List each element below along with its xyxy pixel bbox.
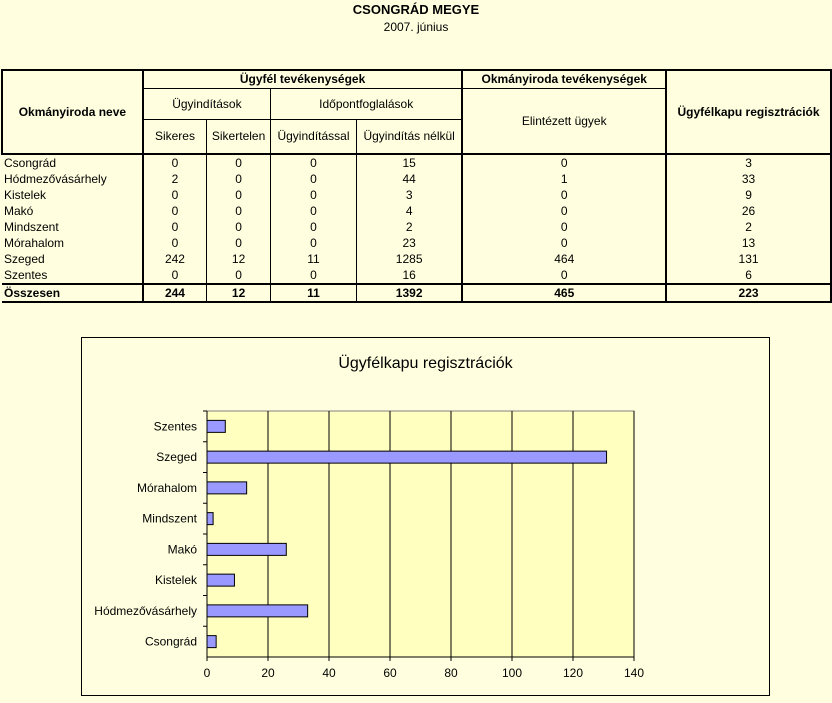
cell-value: 0	[207, 267, 271, 284]
table-row	[2, 203, 831, 219]
cell-value: 0	[143, 235, 207, 251]
cell-total: 11	[271, 284, 357, 302]
bar-chart	[82, 338, 769, 695]
cell-value: 23	[356, 235, 462, 251]
cell-office: Szentes	[4, 268, 48, 282]
cell-value: 0	[143, 154, 207, 171]
x-tick-label: 140	[623, 666, 645, 680]
cell-value: 13	[666, 235, 831, 251]
y-category-label: Mindszent	[142, 511, 197, 526]
header-without-case: Ügyindítás nélkül	[356, 119, 462, 154]
cell-total: 12	[207, 284, 271, 302]
cell-value: 0	[143, 203, 207, 219]
cell-value: 0	[271, 171, 357, 187]
cell-value: 3	[666, 154, 831, 171]
x-tick-label: 80	[444, 666, 458, 680]
cell-value: 0	[271, 187, 357, 203]
x-tick-label: 20	[261, 666, 275, 680]
cell-value: 0	[462, 154, 666, 171]
chart-container	[81, 337, 770, 696]
cell-total-label: Összesen	[2, 284, 143, 302]
cell-value: 1	[462, 171, 666, 187]
bar	[207, 605, 308, 617]
y-category-label: Hódmezővásárhely	[94, 603, 197, 618]
cell-value: 0	[462, 187, 666, 203]
cell-value: 16	[356, 267, 462, 284]
cell-value: 0	[207, 154, 271, 171]
cell-office: Szeged	[4, 252, 45, 266]
y-category-label: Makó	[167, 542, 197, 557]
cell-office: Makó	[4, 204, 34, 218]
header-with-case: Ügyindítással	[271, 119, 357, 154]
cell-value: 0	[462, 203, 666, 219]
y-category-label: Csongrád	[144, 634, 197, 649]
cell-value: 2	[666, 219, 831, 235]
cell-value: 0	[207, 235, 271, 251]
header-group-client: Ügyfél tevékenységek	[143, 70, 463, 88]
cell-value: 1285	[356, 251, 462, 267]
x-tick-label: 120	[562, 666, 584, 680]
table-row	[2, 154, 831, 171]
table-row	[2, 171, 831, 187]
bar	[207, 482, 247, 494]
cell-total: 1392	[356, 284, 462, 302]
table-row	[2, 235, 831, 251]
cell-office: Hódmezővásárhely	[4, 172, 107, 186]
cell-value: 33	[666, 171, 831, 187]
header-unsuccessful: Sikertelen	[207, 119, 271, 154]
bar	[207, 420, 225, 432]
cell-value: 0	[271, 235, 357, 251]
cell-value: 2	[143, 171, 207, 187]
cell-value: 3	[356, 187, 462, 203]
cell-value: 0	[271, 154, 357, 171]
page-title: CSONGRÁD MEGYE	[352, 2, 480, 17]
cell-total: 244	[143, 284, 207, 302]
cell-value: 464	[462, 251, 666, 267]
plot-area	[207, 411, 634, 657]
cell-value: 2	[356, 219, 462, 235]
cell-value: 0	[207, 171, 271, 187]
cell-value: 12	[207, 251, 271, 267]
bar	[207, 574, 234, 586]
cell-value: 0	[143, 267, 207, 284]
y-category-label: Kistelek	[154, 573, 197, 588]
cell-office: Mórahalom	[4, 236, 65, 250]
cell-value: 0	[271, 219, 357, 235]
cell-value: 0	[462, 267, 666, 284]
cell-value: 15	[356, 154, 462, 171]
cell-value: 6	[666, 267, 831, 284]
x-tick-label: 60	[383, 666, 397, 680]
page-subtitle: 2007. június	[383, 20, 449, 34]
cell-value: 0	[143, 187, 207, 203]
table-row	[2, 187, 831, 203]
header-case-starts: Ügyindítások	[143, 88, 271, 119]
cell-value: 0	[462, 235, 666, 251]
cell-value: 9	[666, 187, 831, 203]
y-category-label: Szeged	[156, 450, 197, 465]
table-row	[2, 251, 831, 267]
bar	[207, 513, 213, 525]
bar	[207, 636, 216, 648]
cell-value: 26	[666, 203, 831, 219]
header-group-office: Okmányiroda tevékenységek	[462, 70, 666, 88]
summary-table	[1, 69, 832, 303]
header-office-name: Okmányiroda neve	[2, 70, 143, 154]
bar	[207, 451, 607, 463]
cell-value: 0	[207, 187, 271, 203]
cell-value: 0	[207, 203, 271, 219]
table-row	[2, 267, 831, 284]
table-row	[2, 219, 831, 235]
header-appointments: Időpontfoglalások	[271, 88, 463, 119]
cell-office: Csongrád	[4, 156, 57, 170]
cell-value: 0	[143, 219, 207, 235]
cell-value: 0	[271, 267, 357, 284]
x-tick-label: 0	[203, 666, 211, 680]
cell-value: 0	[271, 203, 357, 219]
y-category-label: Szentes	[153, 419, 197, 434]
cell-value: 11	[271, 251, 357, 267]
cell-value: 242	[143, 251, 207, 267]
cell-office: Kistelek	[4, 188, 47, 202]
cell-total: 465	[462, 284, 666, 302]
y-category-label: Mórahalom	[136, 480, 197, 495]
header-completed-cases: Elintézett ügyek	[462, 88, 666, 154]
cell-total: 223	[666, 284, 831, 302]
header-client-gate: Ügyfélkapu regisztrációk	[666, 70, 831, 154]
cell-value: 0	[462, 219, 666, 235]
table-total-row	[2, 284, 831, 302]
chart-title: Ügyfélkapu regisztrációk	[338, 355, 513, 372]
x-tick-label: 40	[322, 666, 336, 680]
header-successful: Sikeres	[143, 119, 207, 154]
cell-value: 4	[356, 203, 462, 219]
cell-value: 0	[207, 219, 271, 235]
bar	[207, 543, 286, 555]
x-tick-label: 100	[501, 666, 523, 680]
cell-value: 131	[666, 251, 831, 267]
cell-office: Mindszent	[4, 220, 59, 234]
cell-value: 44	[356, 171, 462, 187]
